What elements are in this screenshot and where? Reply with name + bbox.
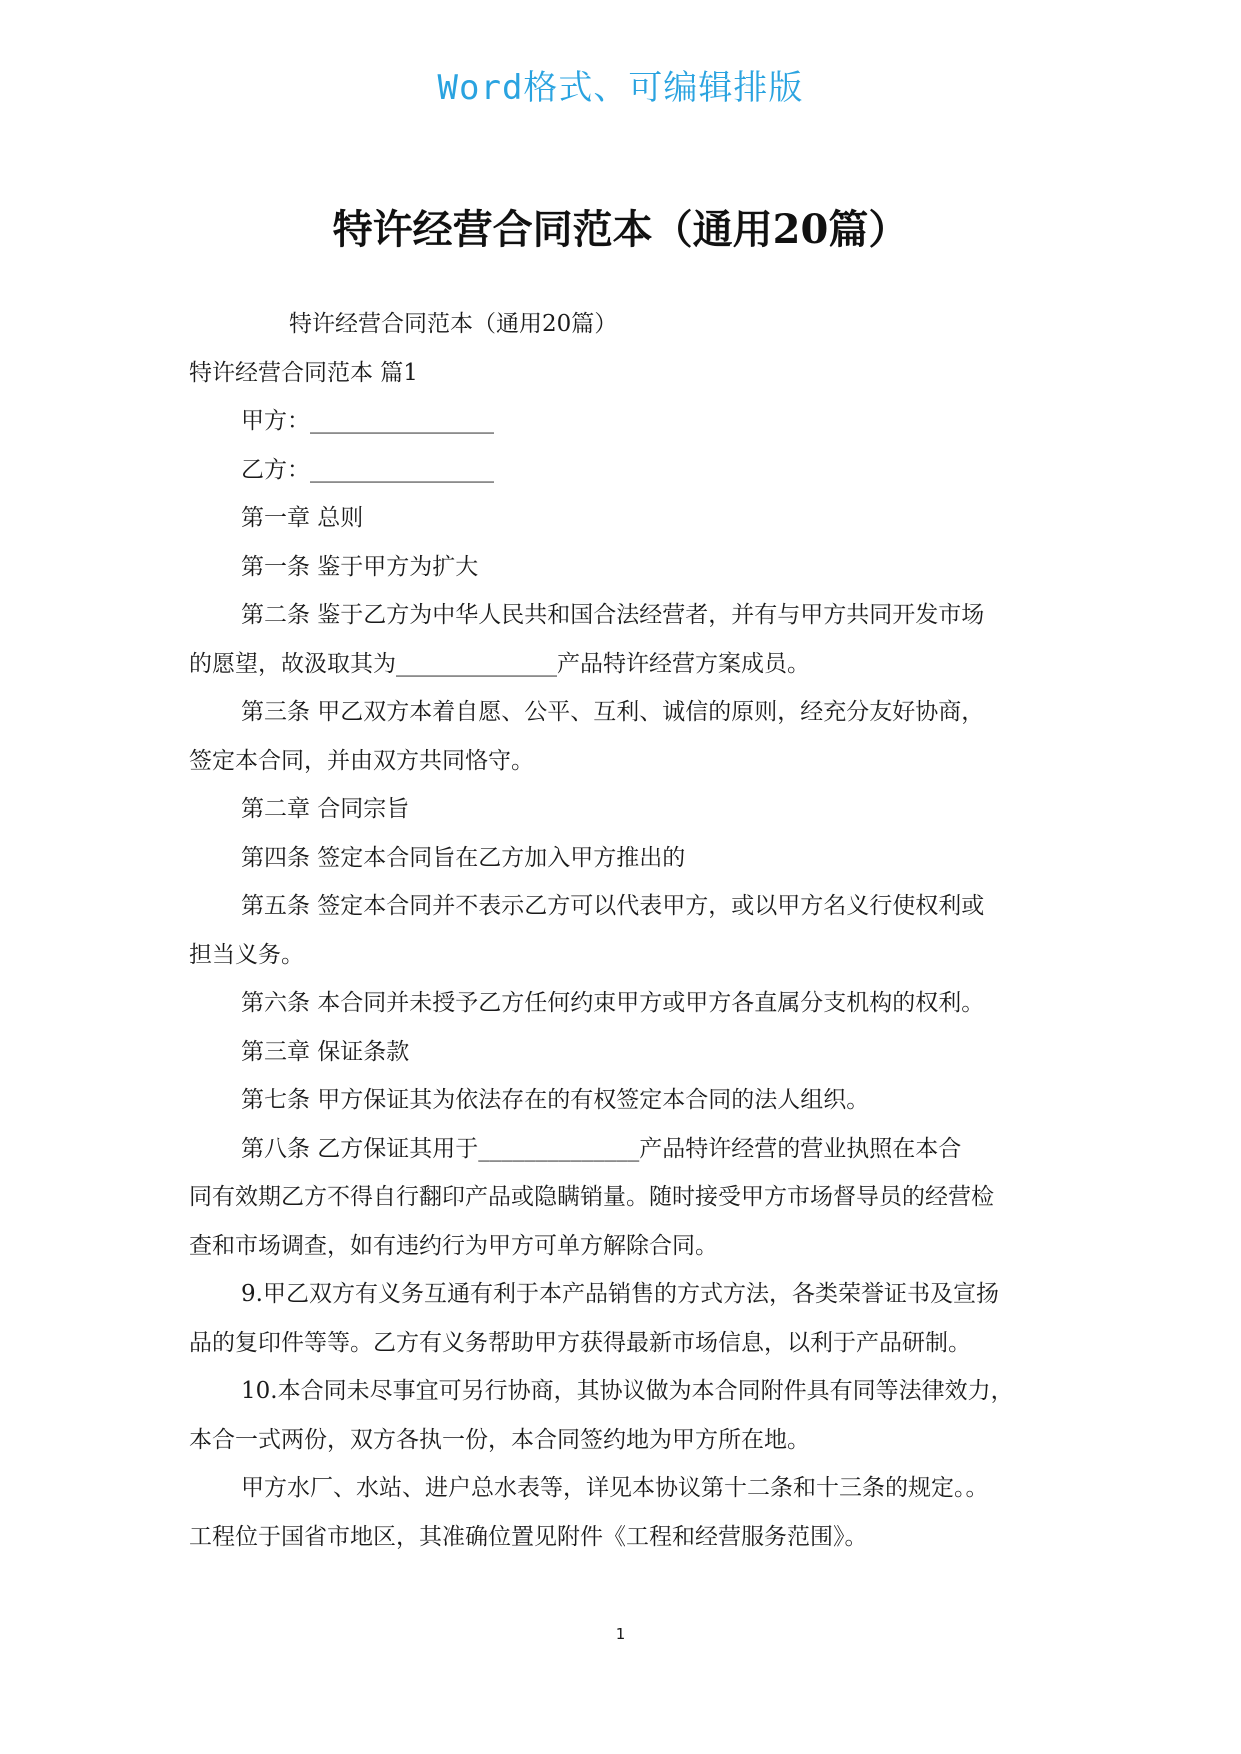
document-title: 特许经营合同范本（通用20篇）: [332, 206, 909, 253]
paragraph-line: 担当义务。: [189, 941, 304, 968]
document-subtitle: 特许经营合同范本（通用20篇）: [289, 311, 618, 337]
paragraph-line: 第二条 鉴于乙方为中华人民共和国合法经营者，并有与甲方共同开发市场: [241, 602, 985, 628]
document-body: [189, 300, 1059, 1561]
paragraph-line: 工程位于国省市地区，其准确位置见附件《工程和经营服务范围》。: [189, 1523, 868, 1550]
paragraph-line: 签定本合同，并由双方共同恪守。: [189, 747, 534, 774]
chapter-heading: 第三章 保证条款: [241, 1038, 410, 1065]
party-a-line: 甲方：________________: [241, 408, 494, 434]
paragraph-line: 品的复印件等等。乙方有义务帮助甲方获得最新市场信息，以利于产品研制。: [189, 1329, 971, 1356]
chapter-heading: 第一章 总则: [241, 505, 364, 531]
paragraph-line: 同有效期乙方不得自行翻印产品或隐瞒销量。随时接受甲方市场督导员的经营检: [189, 1184, 994, 1210]
paragraph-line: 第八条 乙方保证其用于______________产品特许经营的营业执照在本合: [241, 1135, 962, 1162]
paragraph-line: 第七条 甲方保证其为依法存在的有权签定本合同的法人组织。: [241, 1087, 870, 1113]
paragraph-line: 第五条 签定本合同并不表示乙方可以代表甲方，或以甲方名义行使权利或: [241, 893, 985, 919]
chapter-heading: 第二章 合同宗旨: [241, 796, 410, 822]
paragraph-line: 第四条 签定本合同旨在乙方加入甲方推出的: [241, 844, 686, 871]
section-heading: 特许经营合同范本 篇1: [189, 359, 418, 386]
paragraph-line: 第六条 本合同并未授予乙方任何约束甲方或甲方各直属分支机构的权利。: [241, 990, 985, 1016]
paragraph-line: 的愿望，故汲取其为______________产品特许经营方案成员。: [189, 650, 810, 677]
party-b-line: 乙方：________________: [241, 456, 494, 483]
paragraph-line: 甲方水厂、水站、进户总水表等，详见本协议第十二条和十三条的规定。。: [241, 1475, 989, 1501]
paragraph-line: 10.本合同未尽事宜可另行协商，其协议做为本合同附件具有同等法律效力，: [241, 1378, 1014, 1404]
paragraph-line: 9.甲乙双方有义务互通有利于本产品销售的方式方法，各类荣誉证书及宣扬: [241, 1281, 999, 1307]
page-number: 1: [615, 1625, 626, 1643]
paragraph-line: 第一条 鉴于甲方为扩大: [241, 553, 479, 580]
paragraph-line: 本合一式两份，双方各执一份，本合同签约地为甲方所在地。: [189, 1426, 810, 1453]
paragraph-line: 查和市场调查，如有违约行为甲方可单方解除合同。: [189, 1232, 718, 1259]
paragraph-line: 第三条 甲乙双方本着自愿、公平、互利、诚信的原则，经充分友好协商，: [241, 699, 985, 725]
header-banner: Word格式、可编辑排版: [437, 68, 804, 108]
